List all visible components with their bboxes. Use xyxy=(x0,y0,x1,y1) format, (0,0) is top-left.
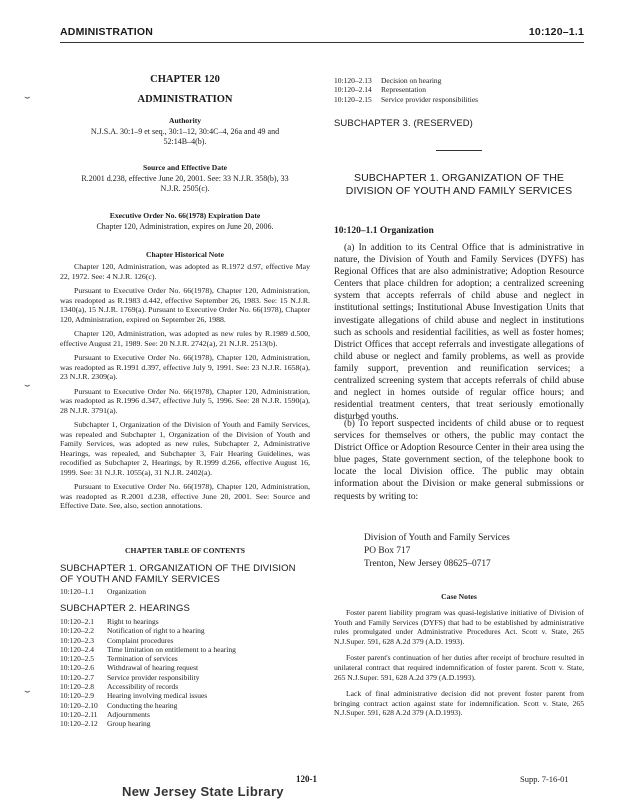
toc-item-number: 10:120–2.8 xyxy=(60,682,94,692)
toc-item xyxy=(60,673,310,682)
exec-order-text: Chapter 120, Administration, expires on June 20, 2006. xyxy=(96,222,274,231)
paragraph-b: (b) To report suspected incidents of child abuse or to request services for themselves or others, the public may contact the District Office or Adoption Resource Center in their area using the blue pages, State government section, of the telephone book to locate the local Division office. The public may obtain information about the Division or make general submissions or requests by writing to: xyxy=(334,419,584,502)
toc-item-title: Withdrawal of hearing request xyxy=(107,663,199,673)
toc-item-title: Notification of right to a hearing xyxy=(107,626,205,636)
chapter-title: CHAPTER 120 xyxy=(150,74,220,85)
toc-item-number: 10:120–2.11 xyxy=(60,709,98,719)
section-heading: 10:120–1.1 Organization xyxy=(334,226,434,236)
toc-item xyxy=(60,682,310,691)
toc-item-title: Decision on hearing xyxy=(381,76,442,85)
toc-item-number: 10:120–2.7 xyxy=(60,672,94,682)
toc-item-title: Organization xyxy=(107,587,147,596)
toc-subchapter-1 xyxy=(60,563,310,585)
section-divider xyxy=(436,150,482,151)
page-number: 120-1 xyxy=(296,774,317,784)
toc-subchapter-3: SUBCHAPTER 3. (RESERVED) xyxy=(334,118,473,129)
toc-item xyxy=(60,719,310,728)
chapter-name: ADMINISTRATION xyxy=(137,94,233,105)
running-header xyxy=(60,26,584,40)
toc-continued-list xyxy=(334,76,584,104)
toc-subchapter-1-title: SUBCHAPTER 1. ORGANIZATION OF THE DIVISION OF YOUTH AND FAMILY SERVICES xyxy=(60,563,296,585)
source-text: R.2001 d.238, effective June 20, 2001. See: 33 N.J.R. 358(b), 33 N.J.R. 2505(c). xyxy=(81,174,289,194)
toc-subchapter-2: SUBCHAPTER 2. HEARINGS xyxy=(60,603,190,614)
toc-item xyxy=(60,710,310,719)
authority-heading: Authority xyxy=(168,116,202,125)
toc-item-title: Time limitation on entitlement to a hearing xyxy=(107,644,236,654)
toc-item-title: Conducting the hearing xyxy=(107,700,178,710)
toc-item-title: Representation xyxy=(381,85,426,95)
supplement-date: Supp. 7-16-01 xyxy=(520,774,569,784)
toc-item-number: 10:120–2.15 xyxy=(334,94,372,104)
toc-item-number: 10:120–2.4 xyxy=(60,644,94,654)
toc-item xyxy=(60,654,310,663)
history-paragraph: Chapter 120, Administration, was adopted as R.1972 d.97, effective May 22, 1972. See: 4 N.J.R. 126(c). xyxy=(60,262,310,281)
paragraph-a: (a) In addition to its Central Office that is administrative in nature, the Division of Youth and Family Services (DYFS) has Regional Offices that are also administrative; Adoption Resource Centers that place children for adoption; a centralized screening system that accepts referrals of child abuse and neglect in institutional settings; Institutional Abuse Investigation Units that investigate allegations of child abuse and neglect in institutions such as schools and residential facilities, as well as foster homes; District Offices that accept referrals and investigate allegations of child abuse or neglect and family problems, as well as provide family support, prevention and reunification services; a centralized screening system that accepts referrals of child abuse and neglect in homes outside of regular office hours; and residential treatment centers, that treat seriously emotionally disturbed youths. xyxy=(334,243,584,423)
toc-item-number: 10:120–1.1 xyxy=(60,587,94,596)
header-right: 10:120–1.1 xyxy=(528,26,584,38)
address-line: Division of Youth and Family Services xyxy=(364,533,510,543)
history-paragraph: Pursuant to Executive Order No. 66(1978), Chapter 120, Administration, was readopted as R.2001 d.238, effective June 20, 2001. See: Source and Effective Date. See, also, section annotations. xyxy=(60,482,310,510)
toc-item-number: 10:120–2.1 xyxy=(60,617,94,626)
history-paragraph: Pursuant to Executive Order No. 66(1978), Chapter 120, Administration, was readopted as R.1983 d.442, effective September 26, 1983. See: 15 N.J.R. 1340(a), 15 N.J.R. 1769(a). Pursuant to Executive Order No. 66(1978), Chapter 120, Administration, expired on September 26, 1988. xyxy=(60,286,310,324)
toc-item-title: Group hearing xyxy=(107,719,151,729)
toc-item-number: 10:120–2.12 xyxy=(60,719,98,729)
toc-item-number: 10:120–2.14 xyxy=(334,85,372,95)
toc-item-number: 10:120–2.2 xyxy=(60,626,94,636)
toc-item-title: Service provider responsibilities xyxy=(381,94,479,104)
address-line: PO Box 717 xyxy=(364,546,411,556)
toc-item xyxy=(60,701,310,710)
toc-item xyxy=(60,691,310,700)
toc-item-number: 10:120–2.9 xyxy=(60,691,94,701)
toc-item xyxy=(334,76,584,85)
history-paragraph: Pursuant to Executive Order No. 66(1978), Chapter 120, Administration, was readopted as R.1996 d.347, effective July 5, 1996. See: 28 N.J.R. 1590(a), 28 N.J.R. 3791(a). xyxy=(60,386,310,415)
toc-item-number: 10:120–2.10 xyxy=(60,700,98,710)
margin-mark: ⌣ xyxy=(24,686,31,697)
address-block xyxy=(364,532,584,571)
toc-item-number: 10:120–2.13 xyxy=(334,76,372,85)
toc-item xyxy=(60,636,310,645)
case-note: Foster parent liability program was quasi-legislative initiative of Division of Youth and Family Services (DYFS) that had to be established by administrative rules promulgated under Administrative Procedures Act. Scott v. State, 265 N.J.Super. 591, 628 A.2d 379 (A.D. 1993). xyxy=(334,608,584,646)
toc-item xyxy=(60,645,310,654)
authority-text: N.J.S.A. 30:1–9 et seq., 30:1–12, 30:4C–4, 26a and 49 and 52:14B–4(b). xyxy=(90,127,280,147)
toc-item-title: Termination of services xyxy=(107,654,178,664)
toc-item xyxy=(60,663,310,672)
toc-item-title: Accessibility of records xyxy=(107,682,179,692)
toc-sub2-list xyxy=(60,617,310,729)
toc-item xyxy=(334,95,584,104)
toc-item xyxy=(60,626,310,635)
toc-item xyxy=(334,85,584,94)
margin-mark: ⌣ xyxy=(24,92,31,103)
header-rule xyxy=(60,42,584,43)
toc-item-title: Service provider responsibility xyxy=(107,672,200,682)
history-notes xyxy=(60,262,310,511)
toc-item-number: 10:120–2.6 xyxy=(60,663,94,673)
case-notes-heading: Case Notes xyxy=(441,592,477,601)
history-heading: Chapter Historical Note xyxy=(146,250,224,259)
library-stamp: New Jersey State Library xyxy=(122,784,284,799)
history-paragraph: Pursuant to Executive Order No. 66(1978), Chapter 120, Administration, was readopted as R.1991 d.397, effective July 9, 1991. See: 23 N.J.R. 1658(a), 23 N.J.R. 2309(a). xyxy=(60,353,310,381)
history-paragraph: Subchapter 1, Organization of the Division of Youth and Family Services, was repealed and Subchapter 1, Organization of the Division of Youth and Family Services, was adopted as new rules, Subchapter 2, Administrative Hearings, was repealed, and Subchapter 3, Fair Hearing Guidelines, was recodified as Subchapter 2, Hearings, by R.1999 d.266, effective August 16, 1999. See: 31 N.J.R. 1055(a), 31 N.J.R. 2402(a). xyxy=(60,420,310,477)
toc-item-title: Hearing involving medical issues xyxy=(107,691,208,701)
exec-order-heading: Executive Order No. 66(1978) Expiration Date xyxy=(109,211,261,220)
toc-item xyxy=(60,617,310,626)
history-paragraph: Chapter 120, Administration, was adopted as new rules by R.1989 d.500, effective August 21, 1989. See: 20 N.J.R. 2742(a), 21 N.J.R. 2513(b). xyxy=(60,329,310,348)
case-note: Foster parent's continuation of her duties after receipt of brochure resulted in unilateral contract that required indemnification of foster parent. Scott v. State, 265 N.J.Super. 591, 628 A.2d 379 (A.D.1993). xyxy=(334,653,584,682)
toc-item-number: 10:120–2.5 xyxy=(60,654,94,664)
case-notes xyxy=(334,608,584,718)
toc-item xyxy=(60,587,310,596)
subchapter-1-heading: SUBCHAPTER 1. ORGANIZATION OF THE DIVISION OF YOUTH AND FAMILY SERVICES xyxy=(345,172,573,197)
case-note: Lack of final administrative decision did not prevent foster parent from bringing contract action against state for indemnification. Scott v. State, 265 N.J.Super. 591, 628 A.2d 379 (A.D.1993). xyxy=(334,689,584,718)
toc-item-title: Right to hearings xyxy=(107,617,159,626)
source-heading: Source and Effective Date xyxy=(142,163,227,172)
toc-heading: CHAPTER TABLE OF CONTENTS xyxy=(125,546,245,555)
header-left: ADMINISTRATION xyxy=(60,26,154,38)
margin-mark: ⌣ xyxy=(24,380,31,391)
address-line: Trenton, New Jersey 08625–0717 xyxy=(364,559,491,569)
toc-item-title: Complaint procedures xyxy=(107,635,174,645)
toc-item-number: 10:120–2.3 xyxy=(60,635,94,645)
toc-sub1-list xyxy=(60,587,310,596)
toc-item-title: Adjournments xyxy=(107,709,150,719)
